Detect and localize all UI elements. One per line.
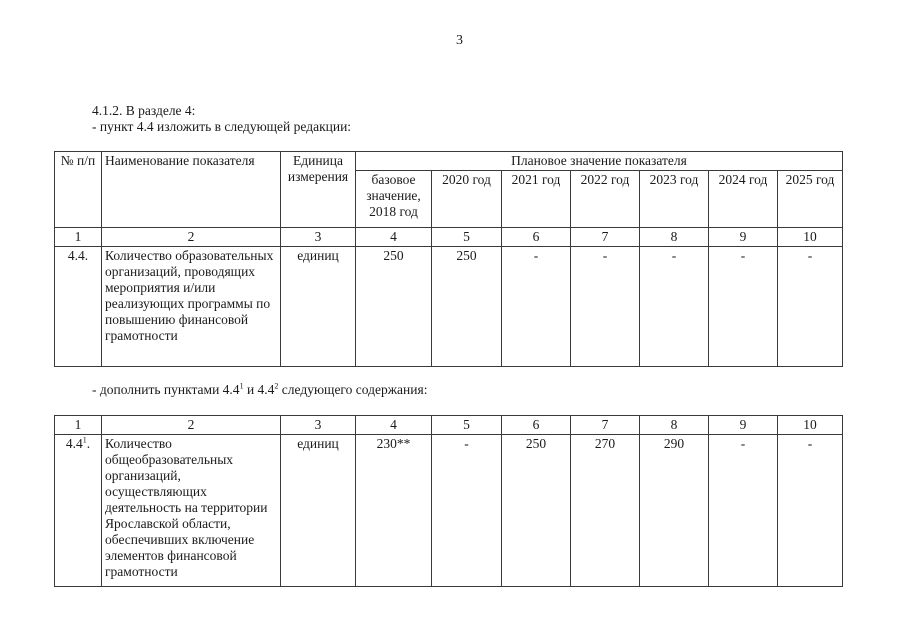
column-number-row xyxy=(55,416,843,435)
column-number: 8 xyxy=(640,416,709,435)
column-number: 6 xyxy=(502,228,571,247)
header-unit: Единица измерения xyxy=(281,152,356,228)
row-unit: единиц xyxy=(281,435,356,587)
instruction-text-2: - дополнить пунктами $4.4^1$ и $4.4^2$ следующего содержания: xyxy=(92,381,428,397)
column-number: 8 xyxy=(640,228,709,247)
header-planned-value: Плановое значение показателя xyxy=(356,152,843,171)
row-num: $4.4^1$. xyxy=(55,435,102,587)
row-value-col10: - xyxy=(778,435,843,587)
table-row xyxy=(55,247,843,367)
column-number: 6 xyxy=(502,416,571,435)
column-number: 10 xyxy=(778,416,843,435)
indicator-table-2 xyxy=(54,415,843,587)
column-number: 2 xyxy=(102,416,281,435)
row-indicator-name: Количество образовательных организаций, проводящих мероприятия и/или реализующих программы по повышению финансовой грамотности xyxy=(102,247,281,367)
column-number: 7 xyxy=(571,416,640,435)
column-number: 4 xyxy=(356,416,432,435)
row-value-2020: 250 xyxy=(432,247,502,367)
row-value-2022: - xyxy=(571,247,640,367)
row-num: 4.4. xyxy=(55,247,102,367)
table-row xyxy=(55,435,843,587)
row-value-col8: 290 xyxy=(640,435,709,587)
row-indicator-name: Количество общеобразовательных организаций, осуществляющих деятельность на территории Ярославской области, обеспечивших включение элементов финансовой грамотности xyxy=(102,435,281,587)
header-year-base: базовое значение, 2018 год xyxy=(356,171,432,228)
header-year-2022: 2022 год xyxy=(571,171,640,228)
header-name: Наименование показателя xyxy=(102,152,281,228)
section-heading: 4.1.2. В разделе 4: xyxy=(92,103,196,118)
indicator-table-1 xyxy=(54,151,843,367)
instruction-text-1: - пункт 4.4 изложить в следующей редакции: xyxy=(92,119,352,134)
column-number: 5 xyxy=(432,416,502,435)
page-number: 3 xyxy=(456,33,463,48)
column-number: 9 xyxy=(709,416,778,435)
row-value-2021: - xyxy=(502,247,571,367)
row-value-col5: - xyxy=(432,435,502,587)
column-number: 7 xyxy=(571,228,640,247)
row-value-col4: 230** xyxy=(356,435,432,587)
header-year-2021: 2021 год xyxy=(502,171,571,228)
column-number-row xyxy=(55,228,843,247)
row-value-base: 250 xyxy=(356,247,432,367)
column-number: 9 xyxy=(709,228,778,247)
column-number: 4 xyxy=(356,228,432,247)
column-number: 3 xyxy=(281,416,356,435)
row-value-col6: 250 xyxy=(502,435,571,587)
header-year-2023: 2023 год xyxy=(640,171,709,228)
header-year-2024: 2024 год xyxy=(709,171,778,228)
column-number: 3 xyxy=(281,228,356,247)
row-value-2023: - xyxy=(640,247,709,367)
column-number: 1 xyxy=(55,416,102,435)
column-number: 2 xyxy=(102,228,281,247)
row-value-2025: - xyxy=(778,247,843,367)
header-num: № п/п xyxy=(55,152,102,228)
header-year-2020: 2020 год xyxy=(432,171,502,228)
row-value-2024: - xyxy=(709,247,778,367)
header-year-2025: 2025 год xyxy=(778,171,843,228)
column-number: 10 xyxy=(778,228,843,247)
row-unit: единиц xyxy=(281,247,356,367)
column-number: 1 xyxy=(55,228,102,247)
row-value-col9: - xyxy=(709,435,778,587)
row-value-col7: 270 xyxy=(571,435,640,587)
column-number: 5 xyxy=(432,228,502,247)
